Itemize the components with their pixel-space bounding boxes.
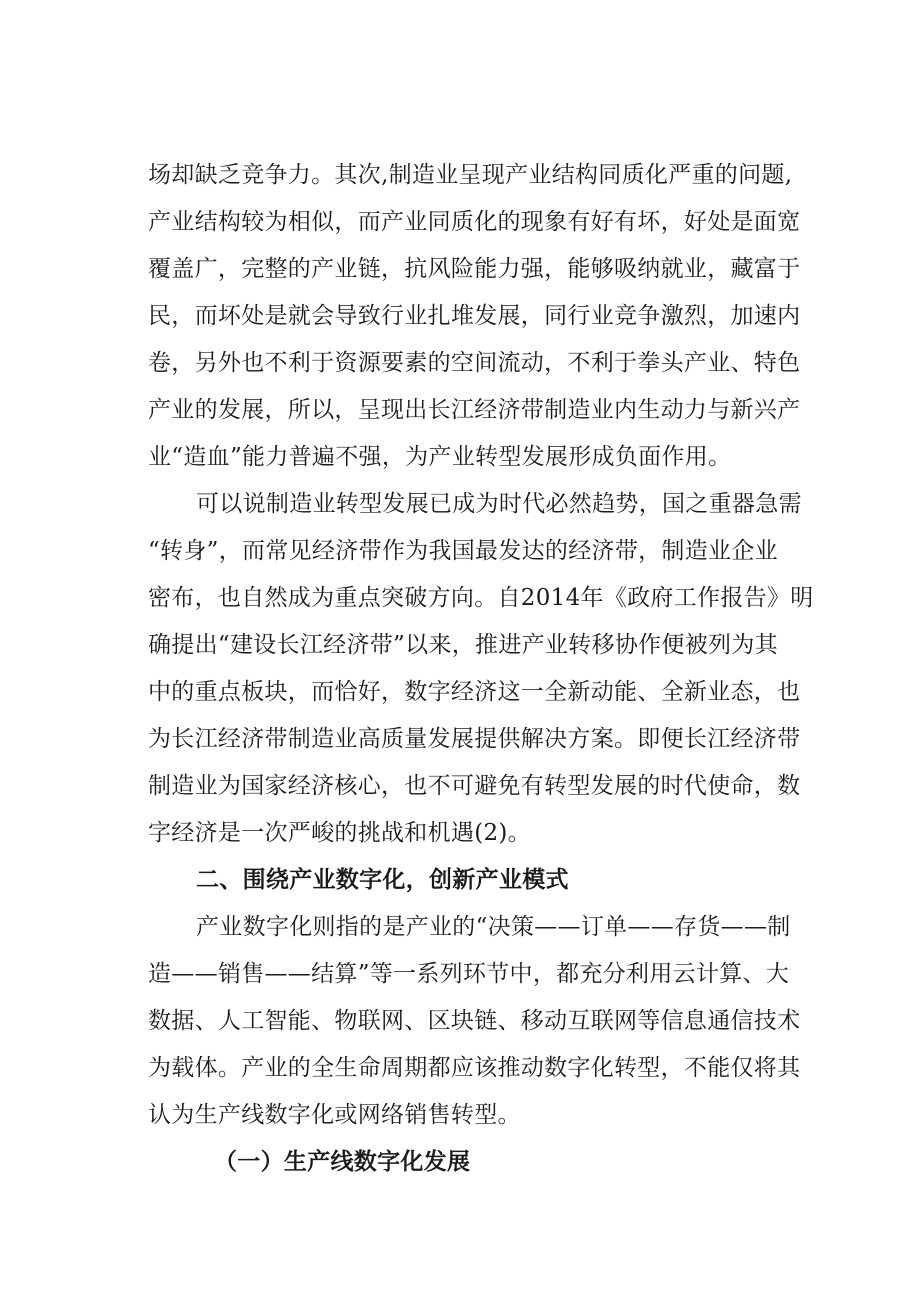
paragraph-line: 制造业为国家经济核心，也不可避免有转型发展的时代使命，数 <box>148 773 801 799</box>
paragraph-line: 产业的发展，所以，呈现出长江经济带制造业内生动力与新兴产 <box>148 397 801 423</box>
paragraph-line: 中的重点板块，而恰好，数字经济这一全新动能、全新业态，也 <box>148 679 801 705</box>
paragraph-line: 产业结构较为相似，而产业同质化的现象有好有坏，好处是面宽 <box>148 209 801 235</box>
paragraph-line: 可以说制造业转型发展已成为时代必然趋势，国之重器急需 <box>196 491 802 517</box>
paragraph-line: 业“造血”能力普遍不强，为产业转型发展形成负面作用。 <box>148 444 732 470</box>
subsection-heading: （一）生产线数字化发展 <box>214 1149 471 1175</box>
section-heading: 二、围绕产业数字化，创新产业模式 <box>196 867 569 893</box>
paragraph-line: 卷，另外也不利于资源要素的空间流动，不利于拳头产业、特色 <box>148 350 801 376</box>
paragraph-line: 密布，也自然成为重点突破方向。自2014年《政府工作报告》明 <box>148 585 814 611</box>
paragraph-line: 民，而坏处是就会导致行业扎堆发展，同行业竞争激烈，加速内 <box>148 303 801 329</box>
paragraph-line: “转身”，而常见经济带作为我国最发达的经济带，制造业企业 <box>148 538 778 564</box>
paragraph-line: 造——销售——结算”等一系列环节中，都充分利用云计算、大 <box>148 961 790 987</box>
paragraph-line: 产业数字化则指的是产业的“决策——订单——存货——制 <box>196 914 791 940</box>
paragraph-line: 覆盖广，完整的产业链，抗风险能力强，能够吸纳就业，藏富于 <box>148 256 801 282</box>
paragraph-line: 字经济是一次严峻的挑战和机遇(2)。 <box>148 820 531 846</box>
paragraph-line: 确提出“建设长江经济带”以来，推进产业转移协作便被列为其 <box>148 632 778 658</box>
paragraph-line: 为载体。产业的全生命周期都应该推动数字化转型，不能仅将其 <box>148 1055 801 1081</box>
paragraph-line: 数据、人工智能、物联网、区块链、移动互联网等信息通信技术 <box>148 1008 801 1034</box>
paragraph-line: 为长江经济带制造业高质量发展提供解决方案。即便长江经济带 <box>148 726 801 752</box>
paragraph-line: 认为生产线数字化或网络销售转型。 <box>148 1102 521 1128</box>
paragraph-line: 场却缺乏竞争力。其次,制造业呈现产业结构同质化严重的问题, <box>148 162 793 188</box>
